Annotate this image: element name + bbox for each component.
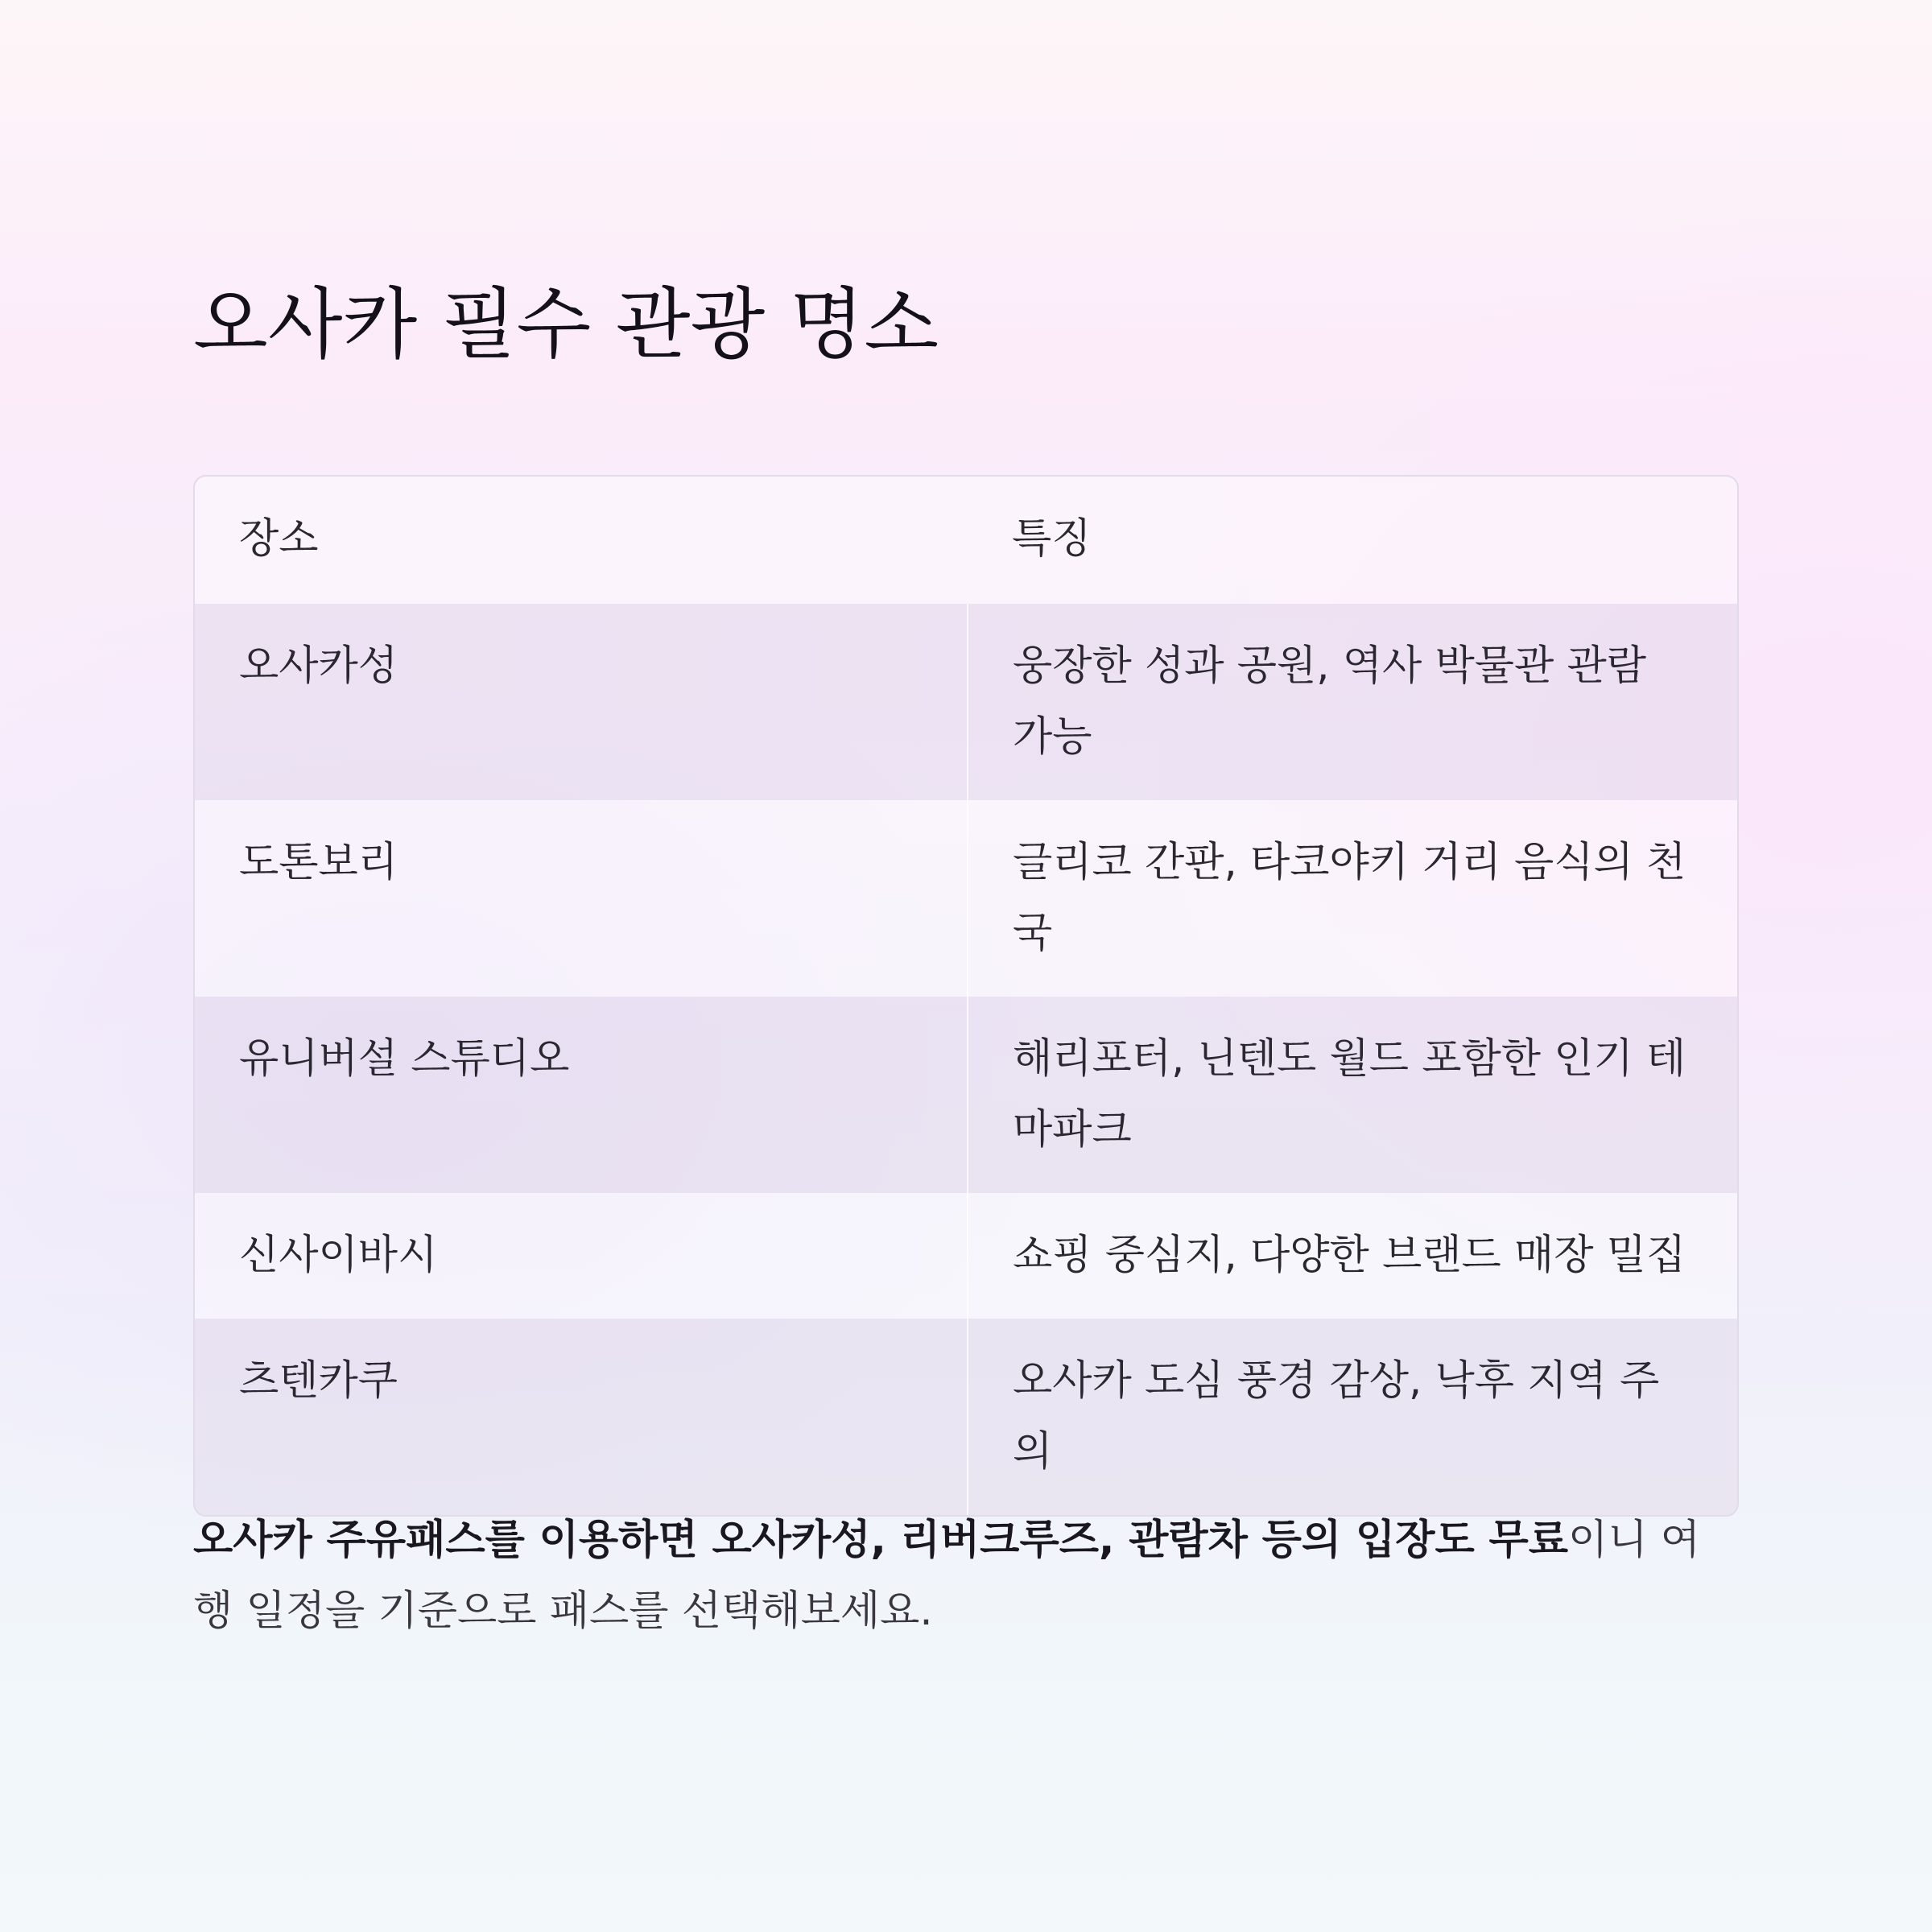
cell-place: 신사이바시	[195, 1193, 968, 1319]
cell-feature: 해리포터, 닌텐도 월드 포함한 인기 테마파크	[968, 997, 1737, 1193]
table-row	[195, 1193, 1737, 1319]
cell-place: 츠텐카쿠	[195, 1319, 968, 1515]
page-title: 오사카 필수 관광 명소	[193, 279, 939, 369]
cell-feature: 오사카 도심 풍경 감상, 낙후 지역 주의	[968, 1319, 1737, 1515]
column-header-feature: 특징	[968, 477, 1737, 604]
table-row	[195, 997, 1737, 1193]
cell-place: 유니버설 스튜디오	[195, 997, 968, 1193]
column-header-place: 장소	[195, 477, 968, 604]
table-row	[195, 1319, 1737, 1515]
pass-note-highlight: 오사카 주유패스를 이용하면 오사카성, 리버크루즈, 관람차 등의 입장도 무료	[193, 1517, 1569, 1564]
table	[195, 477, 1737, 1515]
cell-place: 도톤보리	[195, 800, 968, 997]
cell-feature: 글리코 간판, 타코야키 거리 음식의 천국	[968, 800, 1737, 997]
pass-note	[193, 1505, 1739, 1647]
attractions-table	[193, 475, 1739, 1517]
pass-note-text: 이니 여행 일정을 기준으로 패스를 선택해보세요.	[193, 1517, 1701, 1635]
table-row	[195, 604, 1737, 800]
table-header-row	[195, 477, 1737, 604]
table-row	[195, 800, 1737, 997]
cell-place: 오사카성	[195, 604, 968, 800]
cell-feature: 쇼핑 중심지, 다양한 브랜드 매장 밀집	[968, 1193, 1737, 1319]
cell-feature: 웅장한 성과 공원, 역사 박물관 관람 가능	[968, 604, 1737, 800]
